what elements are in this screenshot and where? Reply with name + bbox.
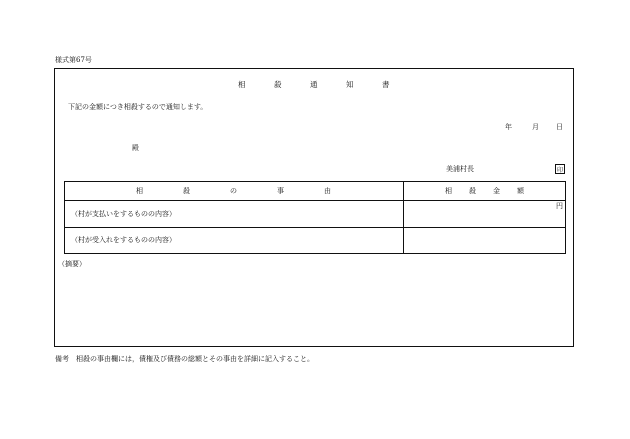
seal-mark: 印 [555, 164, 565, 174]
intro-text: 下記の金額につき相殺するので通知します。 [68, 103, 208, 111]
header-reason-char: 相 [136, 187, 143, 195]
table-column-divider [403, 182, 404, 253]
header-reason-char: 殺 [183, 187, 190, 195]
title-char: 知 [346, 80, 354, 89]
addressee-suffix: 殿 [132, 144, 139, 152]
title-char: 相 [238, 80, 246, 89]
header-amount-char: 金 [493, 187, 500, 195]
form-number: 様式第67号 [55, 56, 92, 64]
date-year: 年 [505, 123, 512, 131]
header-reason-char: の [230, 187, 237, 195]
header-amount-char: 相 [445, 187, 452, 195]
row-label-payment: （村が支払いをするものの内容） [71, 210, 176, 218]
currency-unit: 円 [556, 202, 563, 210]
header-amount-char: 殺 [469, 187, 476, 195]
footnote: 備考 相殺の事由欄には，債権及び債務の総額とその事由を詳細に記入すること。 [55, 355, 314, 363]
date-day: 日 [556, 123, 563, 131]
row-label-receipt: （村が受入れをするものの内容） [71, 236, 176, 244]
header-reason-char: 由 [324, 187, 331, 195]
title-char: 書 [382, 80, 390, 89]
remarks-label: （摘要） [58, 260, 86, 268]
title-char: 通 [310, 80, 318, 89]
header-amount-char: 額 [517, 187, 524, 195]
title-char: 殺 [274, 80, 282, 89]
issuer-name: 美浦村長 [446, 165, 474, 173]
offset-detail-table [64, 181, 566, 254]
table-row-divider [65, 227, 565, 228]
header-reason-char: 事 [277, 187, 284, 195]
table-header-divider [65, 200, 565, 201]
date-month: 月 [532, 123, 539, 131]
